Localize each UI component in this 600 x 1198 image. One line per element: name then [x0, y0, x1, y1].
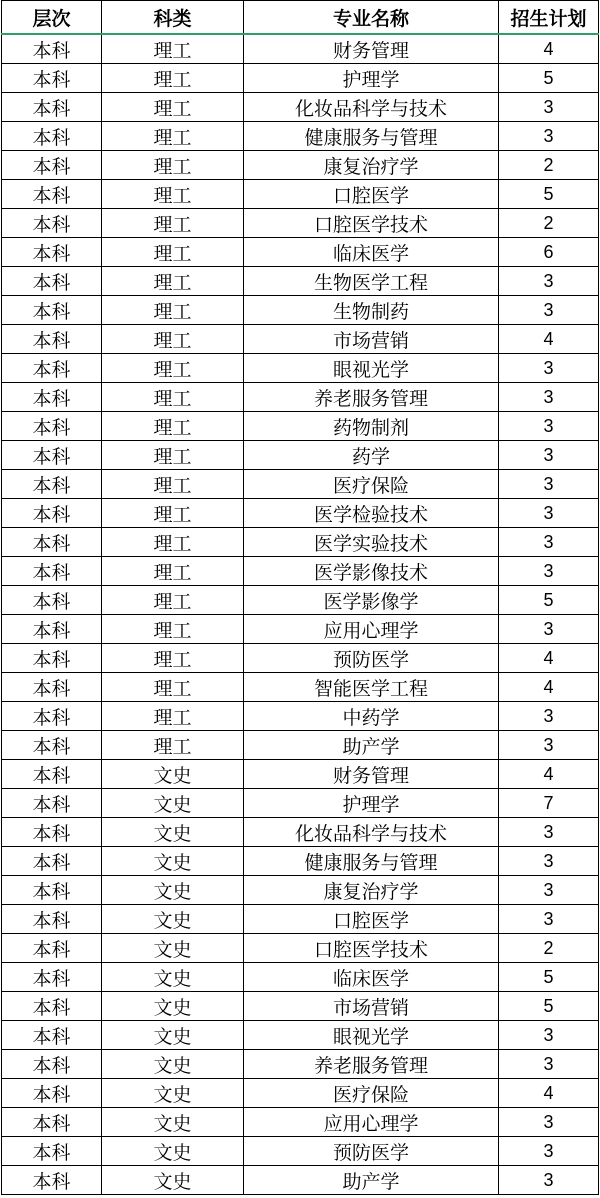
cell-category[interactable]: 文史 [102, 905, 244, 934]
table-row [2, 847, 599, 876]
header-category[interactable]: 科类 [102, 1, 244, 35]
cell-level[interactable]: 本科 [2, 296, 102, 325]
table-row [2, 122, 599, 151]
cell-category[interactable]: 理工 [102, 267, 244, 296]
cell-major-name[interactable]: 养老服务管理 [244, 383, 499, 412]
cell-enrollment-plan[interactable]: 3 [499, 528, 599, 557]
cell-level[interactable]: 本科 [2, 499, 102, 528]
header-row [2, 1, 599, 35]
cell-level[interactable]: 本科 [2, 847, 102, 876]
enrollment-table [1, 0, 599, 1195]
cell-level[interactable]: 本科 [2, 354, 102, 383]
cell-level[interactable]: 本科 [2, 702, 102, 731]
table-row [2, 789, 599, 818]
cell-major-name[interactable]: 口腔医学 [244, 180, 499, 209]
cell-level[interactable]: 本科 [2, 441, 102, 470]
cell-level[interactable]: 本科 [2, 963, 102, 992]
cell-major-name[interactable]: 口腔医学技术 [244, 209, 499, 238]
cell-enrollment-plan[interactable]: 5 [499, 64, 599, 93]
cell-level[interactable]: 本科 [2, 1137, 102, 1166]
cell-category[interactable]: 理工 [102, 122, 244, 151]
header-level[interactable]: 层次 [2, 1, 102, 35]
cell-level[interactable]: 本科 [2, 876, 102, 905]
cell-major-name[interactable]: 助产学 [244, 731, 499, 760]
table-body [2, 34, 599, 1195]
cell-level[interactable]: 本科 [2, 383, 102, 412]
table-row [2, 1050, 599, 1079]
cell-level[interactable]: 本科 [2, 34, 102, 64]
cell-major-name[interactable]: 助产学 [244, 1166, 499, 1195]
cell-category[interactable]: 理工 [102, 151, 244, 180]
cell-level[interactable]: 本科 [2, 93, 102, 122]
cell-category[interactable]: 理工 [102, 557, 244, 586]
cell-category[interactable]: 文史 [102, 1166, 244, 1195]
cell-category[interactable]: 理工 [102, 644, 244, 673]
cell-category[interactable]: 理工 [102, 586, 244, 615]
cell-major-name[interactable]: 生物医学工程 [244, 267, 499, 296]
table-row [2, 992, 599, 1021]
cell-enrollment-plan[interactable]: 5 [499, 180, 599, 209]
cell-major-name[interactable]: 智能医学工程 [244, 673, 499, 702]
cell-category[interactable]: 理工 [102, 354, 244, 383]
cell-major-name[interactable]: 财务管理 [244, 34, 499, 64]
cell-category[interactable]: 文史 [102, 1137, 244, 1166]
cell-major-name[interactable]: 生物制药 [244, 296, 499, 325]
cell-level[interactable]: 本科 [2, 731, 102, 760]
cell-enrollment-plan[interactable]: 4 [499, 1079, 599, 1108]
cell-category[interactable]: 理工 [102, 93, 244, 122]
table-row [2, 34, 599, 64]
cell-major-name[interactable]: 药物制剂 [244, 412, 499, 441]
cell-category[interactable]: 理工 [102, 64, 244, 93]
table-row [2, 325, 599, 354]
cell-enrollment-plan[interactable]: 4 [499, 644, 599, 673]
cell-level[interactable]: 本科 [2, 122, 102, 151]
cell-level[interactable]: 本科 [2, 1108, 102, 1137]
table-row [2, 673, 599, 702]
cell-level[interactable]: 本科 [2, 760, 102, 789]
cell-major-name[interactable]: 应用心理学 [244, 1108, 499, 1137]
table-row [2, 209, 599, 238]
cell-category[interactable]: 文史 [102, 963, 244, 992]
cell-major-name[interactable]: 药学 [244, 441, 499, 470]
cell-level[interactable]: 本科 [2, 673, 102, 702]
table-row [2, 1079, 599, 1108]
cell-enrollment-plan[interactable]: 2 [499, 209, 599, 238]
cell-enrollment-plan[interactable]: 5 [499, 586, 599, 615]
cell-enrollment-plan[interactable]: 3 [499, 1021, 599, 1050]
cell-enrollment-plan[interactable]: 3 [499, 1137, 599, 1166]
cell-category[interactable]: 文史 [102, 1108, 244, 1137]
cell-category[interactable]: 理工 [102, 470, 244, 499]
cell-category[interactable]: 理工 [102, 499, 244, 528]
table-row [2, 296, 599, 325]
cell-level[interactable]: 本科 [2, 615, 102, 644]
cell-category[interactable]: 理工 [102, 180, 244, 209]
cell-enrollment-plan[interactable]: 3 [499, 93, 599, 122]
cell-level[interactable]: 本科 [2, 180, 102, 209]
cell-level[interactable]: 本科 [2, 1050, 102, 1079]
cell-enrollment-plan[interactable]: 3 [499, 499, 599, 528]
header-enrollment-plan[interactable]: 招生计划 [499, 1, 599, 35]
cell-level[interactable]: 本科 [2, 412, 102, 441]
cell-category[interactable]: 文史 [102, 789, 244, 818]
cell-enrollment-plan[interactable]: 3 [499, 818, 599, 847]
cell-major-name[interactable]: 临床医学 [244, 238, 499, 267]
table-row [2, 238, 599, 267]
cell-level[interactable]: 本科 [2, 64, 102, 93]
cell-level[interactable]: 本科 [2, 789, 102, 818]
cell-enrollment-plan[interactable]: 5 [499, 963, 599, 992]
cell-level[interactable]: 本科 [2, 1166, 102, 1195]
cell-enrollment-plan[interactable]: 3 [499, 847, 599, 876]
table-row [2, 1021, 599, 1050]
table-row [2, 963, 599, 992]
cell-category[interactable]: 理工 [102, 238, 244, 267]
cell-category[interactable]: 文史 [102, 1050, 244, 1079]
cell-major-name[interactable]: 医学实验技术 [244, 528, 499, 557]
cell-enrollment-plan[interactable]: 3 [499, 731, 599, 760]
cell-major-name[interactable]: 康复治疗学 [244, 151, 499, 180]
cell-level[interactable]: 本科 [2, 905, 102, 934]
cell-major-name[interactable]: 医学影像技术 [244, 557, 499, 586]
cell-enrollment-plan[interactable]: 3 [499, 412, 599, 441]
cell-category[interactable]: 理工 [102, 615, 244, 644]
cell-enrollment-plan[interactable]: 5 [499, 992, 599, 1021]
table-row [2, 441, 599, 470]
table-row [2, 905, 599, 934]
cell-category[interactable]: 文史 [102, 760, 244, 789]
cell-category[interactable]: 文史 [102, 992, 244, 1021]
cell-major-name[interactable]: 健康服务与管理 [244, 122, 499, 151]
cell-enrollment-plan[interactable]: 3 [499, 267, 599, 296]
cell-level[interactable]: 本科 [2, 557, 102, 586]
table-row [2, 499, 599, 528]
table-row [2, 876, 599, 905]
cell-major-name[interactable]: 预防医学 [244, 1137, 499, 1166]
table-row [2, 151, 599, 180]
cell-category[interactable]: 理工 [102, 412, 244, 441]
cell-level[interactable]: 本科 [2, 267, 102, 296]
cell-enrollment-plan[interactable]: 3 [499, 122, 599, 151]
cell-enrollment-plan[interactable]: 4 [499, 673, 599, 702]
cell-major-name[interactable]: 市场营销 [244, 325, 499, 354]
cell-enrollment-plan[interactable]: 3 [499, 615, 599, 644]
cell-category[interactable]: 文史 [102, 876, 244, 905]
cell-level[interactable]: 本科 [2, 325, 102, 354]
table-row [2, 615, 599, 644]
cell-major-name[interactable]: 护理学 [244, 789, 499, 818]
cell-major-name[interactable]: 医学检验技术 [244, 499, 499, 528]
cell-category[interactable]: 理工 [102, 325, 244, 354]
cell-major-name[interactable]: 医疗保险 [244, 1079, 499, 1108]
cell-major-name[interactable]: 中药学 [244, 702, 499, 731]
cell-category[interactable]: 文史 [102, 934, 244, 963]
cell-level[interactable]: 本科 [2, 586, 102, 615]
table-row [2, 818, 599, 847]
table-row [2, 731, 599, 760]
cell-major-name[interactable]: 护理学 [244, 64, 499, 93]
cell-enrollment-plan[interactable]: 7 [499, 789, 599, 818]
cell-major-name[interactable]: 康复治疗学 [244, 876, 499, 905]
cell-enrollment-plan[interactable]: 2 [499, 151, 599, 180]
cell-category[interactable]: 理工 [102, 731, 244, 760]
cell-enrollment-plan[interactable]: 3 [499, 383, 599, 412]
cell-category[interactable]: 理工 [102, 34, 244, 64]
cell-major-name[interactable]: 健康服务与管理 [244, 847, 499, 876]
cell-enrollment-plan[interactable]: 4 [499, 760, 599, 789]
table-row [2, 557, 599, 586]
cell-enrollment-plan[interactable]: 3 [499, 876, 599, 905]
cell-major-name[interactable]: 化妆品科学与技术 [244, 93, 499, 122]
cell-major-name[interactable]: 医疗保险 [244, 470, 499, 499]
cell-level[interactable]: 本科 [2, 1021, 102, 1050]
cell-major-name[interactable]: 医学影像学 [244, 586, 499, 615]
cell-level[interactable]: 本科 [2, 151, 102, 180]
cell-major-name[interactable]: 市场营销 [244, 992, 499, 1021]
cell-level[interactable]: 本科 [2, 238, 102, 267]
cell-category[interactable]: 理工 [102, 528, 244, 557]
table-row [2, 1137, 599, 1166]
cell-enrollment-plan[interactable]: 3 [499, 354, 599, 383]
cell-major-name[interactable]: 临床医学 [244, 963, 499, 992]
cell-level[interactable]: 本科 [2, 209, 102, 238]
table-row [2, 470, 599, 499]
cell-category[interactable]: 理工 [102, 441, 244, 470]
cell-level[interactable]: 本科 [2, 992, 102, 1021]
cell-category[interactable]: 理工 [102, 296, 244, 325]
cell-enrollment-plan[interactable]: 3 [499, 702, 599, 731]
table-row [2, 702, 599, 731]
cell-category[interactable]: 理工 [102, 383, 244, 412]
cell-level[interactable]: 本科 [2, 644, 102, 673]
table-row [2, 528, 599, 557]
table-header [2, 1, 599, 35]
cell-major-name[interactable]: 化妆品科学与技术 [244, 818, 499, 847]
cell-enrollment-plan[interactable]: 6 [499, 238, 599, 267]
table-row [2, 267, 599, 296]
cell-category[interactable]: 理工 [102, 673, 244, 702]
cell-enrollment-plan[interactable]: 3 [499, 557, 599, 586]
cell-major-name[interactable]: 财务管理 [244, 760, 499, 789]
cell-category[interactable]: 文史 [102, 1021, 244, 1050]
cell-major-name[interactable]: 应用心理学 [244, 615, 499, 644]
cell-enrollment-plan[interactable]: 3 [499, 1050, 599, 1079]
cell-major-name[interactable]: 口腔医学技术 [244, 934, 499, 963]
table-row [2, 383, 599, 412]
cell-enrollment-plan[interactable]: 4 [499, 34, 599, 64]
cell-level[interactable]: 本科 [2, 818, 102, 847]
cell-category[interactable]: 理工 [102, 209, 244, 238]
cell-level[interactable]: 本科 [2, 934, 102, 963]
header-major-name[interactable]: 专业名称 [244, 1, 499, 35]
cell-major-name[interactable]: 养老服务管理 [244, 1050, 499, 1079]
table-row [2, 354, 599, 383]
cell-enrollment-plan[interactable]: 4 [499, 325, 599, 354]
table-row [2, 1108, 599, 1137]
cell-category[interactable]: 文史 [102, 818, 244, 847]
cell-enrollment-plan[interactable]: 3 [499, 470, 599, 499]
table-row [2, 180, 599, 209]
cell-level[interactable]: 本科 [2, 470, 102, 499]
cell-major-name[interactable]: 眼视光学 [244, 1021, 499, 1050]
cell-enrollment-plan[interactable]: 3 [499, 1108, 599, 1137]
cell-level[interactable]: 本科 [2, 1079, 102, 1108]
cell-enrollment-plan[interactable]: 2 [499, 934, 599, 963]
table-row [2, 760, 599, 789]
cell-major-name[interactable]: 口腔医学 [244, 905, 499, 934]
cell-enrollment-plan[interactable]: 3 [499, 1166, 599, 1195]
cell-level[interactable]: 本科 [2, 528, 102, 557]
table-row [2, 93, 599, 122]
cell-enrollment-plan[interactable]: 3 [499, 441, 599, 470]
table-row [2, 586, 599, 615]
cell-major-name[interactable]: 预防医学 [244, 644, 499, 673]
table-row [2, 644, 599, 673]
table-row [2, 934, 599, 963]
cell-major-name[interactable]: 眼视光学 [244, 354, 499, 383]
cell-enrollment-plan[interactable]: 3 [499, 296, 599, 325]
table-row [2, 412, 599, 441]
cell-category[interactable]: 文史 [102, 1079, 244, 1108]
table-row [2, 1166, 599, 1195]
table-row [2, 64, 599, 93]
cell-category[interactable]: 文史 [102, 847, 244, 876]
cell-category[interactable]: 理工 [102, 702, 244, 731]
cell-enrollment-plan[interactable]: 3 [499, 905, 599, 934]
